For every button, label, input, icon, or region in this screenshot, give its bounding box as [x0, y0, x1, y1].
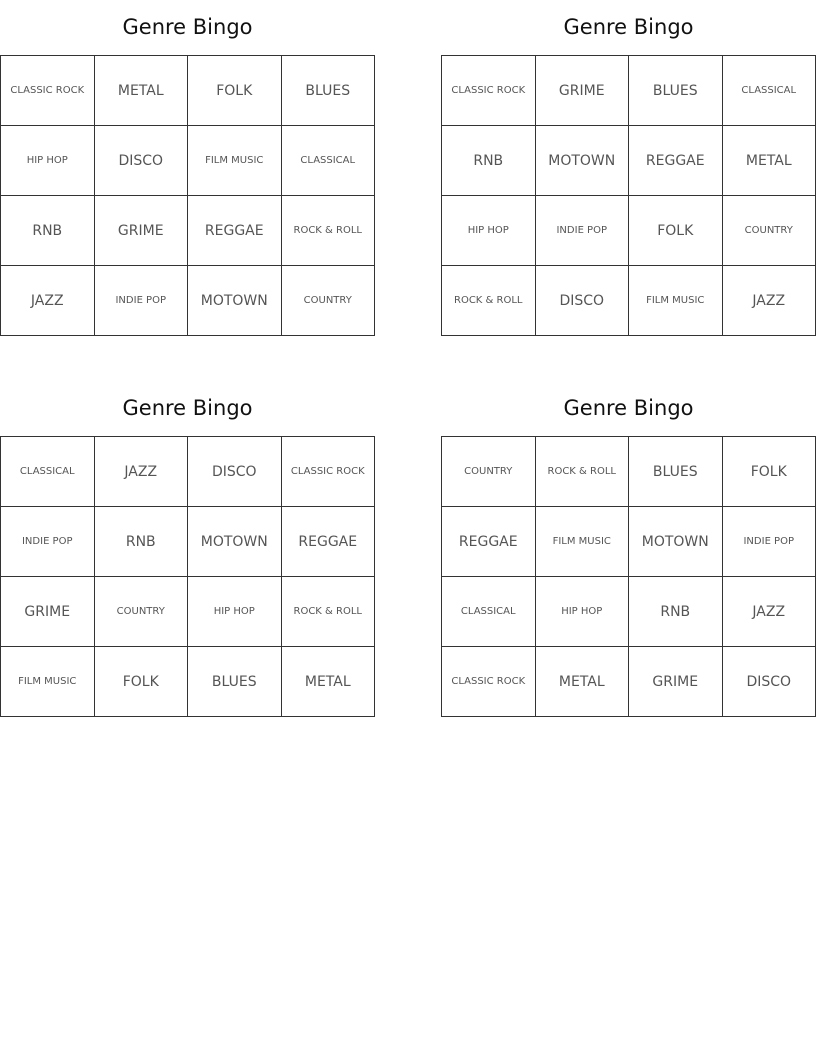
bingo-cell: FOLK [188, 56, 282, 126]
bingo-cell: BLUES [282, 56, 376, 126]
bingo-cell: FOLK [629, 196, 723, 266]
bingo-cell: DISCO [536, 266, 630, 336]
bingo-cell: REGGAE [629, 126, 723, 196]
bingo-cell: BLUES [188, 647, 282, 717]
bingo-cell: JAZZ [95, 437, 189, 507]
bingo-cell: COUNTRY [723, 196, 816, 266]
bingo-cell: HIP HOP [442, 196, 536, 266]
bingo-cell: GRIME [1, 577, 95, 647]
bingo-cell: CLASSIC ROCK [1, 56, 95, 126]
bingo-cell: FILM MUSIC [1, 647, 95, 717]
bingo-card-4 [441, 381, 816, 717]
bingo-cell: MOTOWN [536, 126, 630, 196]
bingo-cell: FILM MUSIC [629, 266, 723, 336]
bingo-grid [441, 436, 816, 717]
bingo-cell: DISCO [723, 647, 816, 717]
bingo-cell: ROCK & ROLL [442, 266, 536, 336]
bingo-cell: RNB [629, 577, 723, 647]
card-title: Genre Bingo [563, 396, 694, 420]
bingo-cell: REGGAE [442, 507, 536, 577]
card-title: Genre Bingo [563, 15, 694, 39]
bingo-cell: RNB [95, 507, 189, 577]
bingo-cell: INDIE POP [723, 507, 816, 577]
bingo-cell: CLASSIC ROCK [442, 56, 536, 126]
bingo-cell: INDIE POP [536, 196, 630, 266]
bingo-cell: CLASSICAL [723, 56, 816, 126]
bingo-cell: BLUES [629, 437, 723, 507]
bingo-cell: DISCO [188, 437, 282, 507]
bingo-cell: FILM MUSIC [536, 507, 630, 577]
bingo-cell: MOTOWN [629, 507, 723, 577]
bingo-cell: CLASSICAL [1, 437, 95, 507]
bingo-cell: GRIME [629, 647, 723, 717]
bingo-cell: DISCO [95, 126, 189, 196]
bingo-cell: FOLK [723, 437, 816, 507]
bingo-cell: JAZZ [1, 266, 95, 336]
bingo-cell: INDIE POP [95, 266, 189, 336]
bingo-cell: JAZZ [723, 577, 816, 647]
bingo-grid [0, 436, 375, 717]
bingo-card-1 [0, 0, 375, 336]
bingo-cell: CLASSIC ROCK [442, 647, 536, 717]
bingo-cell: RNB [442, 126, 536, 196]
bingo-grid [441, 55, 816, 336]
bingo-cell: COUNTRY [282, 266, 376, 336]
bingo-cell: CLASSIC ROCK [282, 437, 376, 507]
bingo-cell: CLASSICAL [282, 126, 376, 196]
bingo-cell: ROCK & ROLL [282, 196, 376, 266]
bingo-cell: METAL [536, 647, 630, 717]
bingo-cell: METAL [723, 126, 816, 196]
bingo-cell: JAZZ [723, 266, 816, 336]
bingo-cell: REGGAE [282, 507, 376, 577]
bingo-cell: REGGAE [188, 196, 282, 266]
bingo-card-3 [0, 381, 375, 717]
bingo-cell: ROCK & ROLL [536, 437, 630, 507]
bingo-cell: COUNTRY [95, 577, 189, 647]
card-title: Genre Bingo [122, 396, 253, 420]
bingo-cell: HIP HOP [188, 577, 282, 647]
bingo-cell: INDIE POP [1, 507, 95, 577]
bingo-cell: HIP HOP [536, 577, 630, 647]
bingo-cell: MOTOWN [188, 507, 282, 577]
card-title: Genre Bingo [122, 15, 253, 39]
bingo-cell: ROCK & ROLL [282, 577, 376, 647]
bingo-cell: METAL [282, 647, 376, 717]
bingo-cell: CLASSICAL [442, 577, 536, 647]
bingo-cell: COUNTRY [442, 437, 536, 507]
bingo-cell: GRIME [95, 196, 189, 266]
bingo-cell: METAL [95, 56, 189, 126]
bingo-cell: GRIME [536, 56, 630, 126]
bingo-card-2 [441, 0, 816, 336]
bingo-cell: BLUES [629, 56, 723, 126]
bingo-cell: MOTOWN [188, 266, 282, 336]
bingo-cell: FILM MUSIC [188, 126, 282, 196]
bingo-cell: HIP HOP [1, 126, 95, 196]
bingo-cell: RNB [1, 196, 95, 266]
bingo-grid [0, 55, 375, 336]
bingo-cell: FOLK [95, 647, 189, 717]
